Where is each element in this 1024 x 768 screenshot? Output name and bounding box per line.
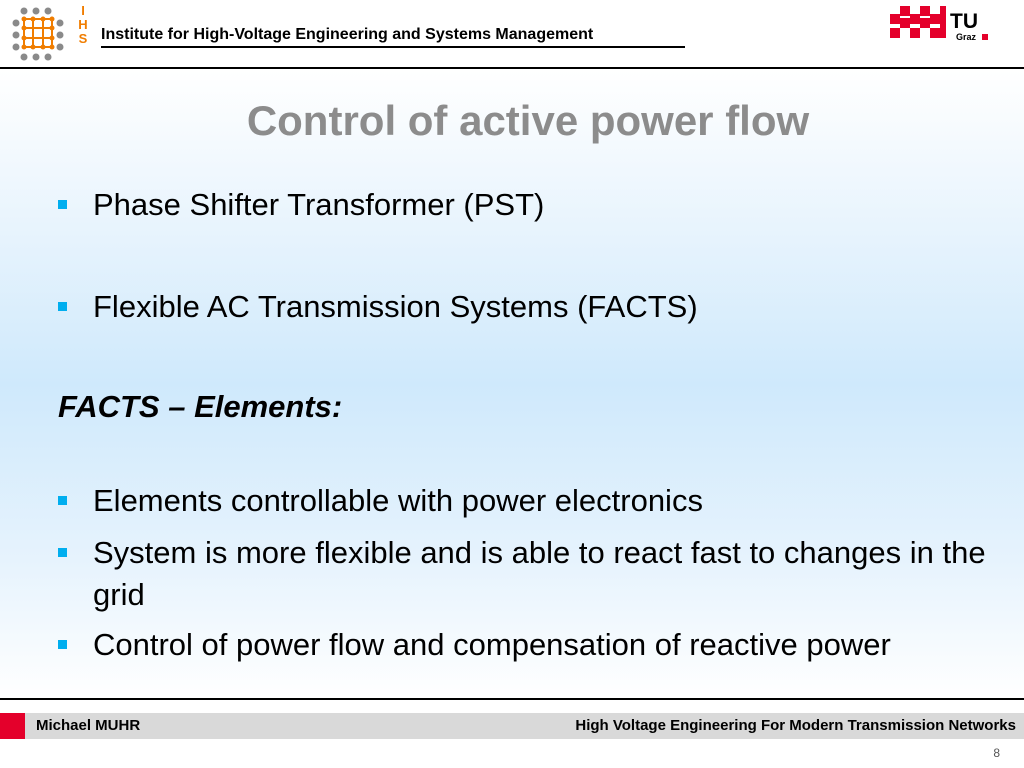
slide-header [0,0,1024,70]
footer-accent-block [0,713,25,739]
bullet-text: Control of power flow and compensation of reactive power [93,627,891,662]
bullet-square-icon [58,302,67,311]
bullet-square-icon [58,200,67,209]
tu-logo-subtext: Graz [956,32,977,42]
bullet-text: Elements controllable with power electronics [93,483,703,518]
footer-divider [0,698,1024,700]
slide-title: Control of active power flow [246,97,810,144]
bullet-square-icon [58,548,67,557]
ihs-letter: H [78,17,88,32]
header-divider [0,67,1024,69]
bullet-text: Phase Shifter Transformer (PST) [93,187,545,222]
ihs-letter: S [78,31,88,46]
footer-author: Michael MUHR [36,717,141,734]
ihs-letter: I [81,3,85,18]
footer-course-title: High Voltage Engineering For Modern Transmission Networks [575,717,1016,734]
header-underline [101,46,685,48]
bullet-text: Flexible AC Transmission Systems (FACTS) [93,289,698,324]
ihs-logo-dots [10,5,68,63]
page-number: 8 [993,746,1000,760]
tu-graz-logo [890,6,990,46]
bullet-square-icon [58,496,67,505]
bullet-text: System is more flexible and is able to react fast to changes in the grid [93,535,986,612]
ihs-logo-letters [76,4,90,46]
facts-heading: FACTS – Elements: [58,389,343,424]
institute-name: Institute for High-Voltage Engineering and Systems Management [101,26,594,43]
tu-logo-text: TU [950,10,978,33]
bullet-square-icon [58,640,67,649]
